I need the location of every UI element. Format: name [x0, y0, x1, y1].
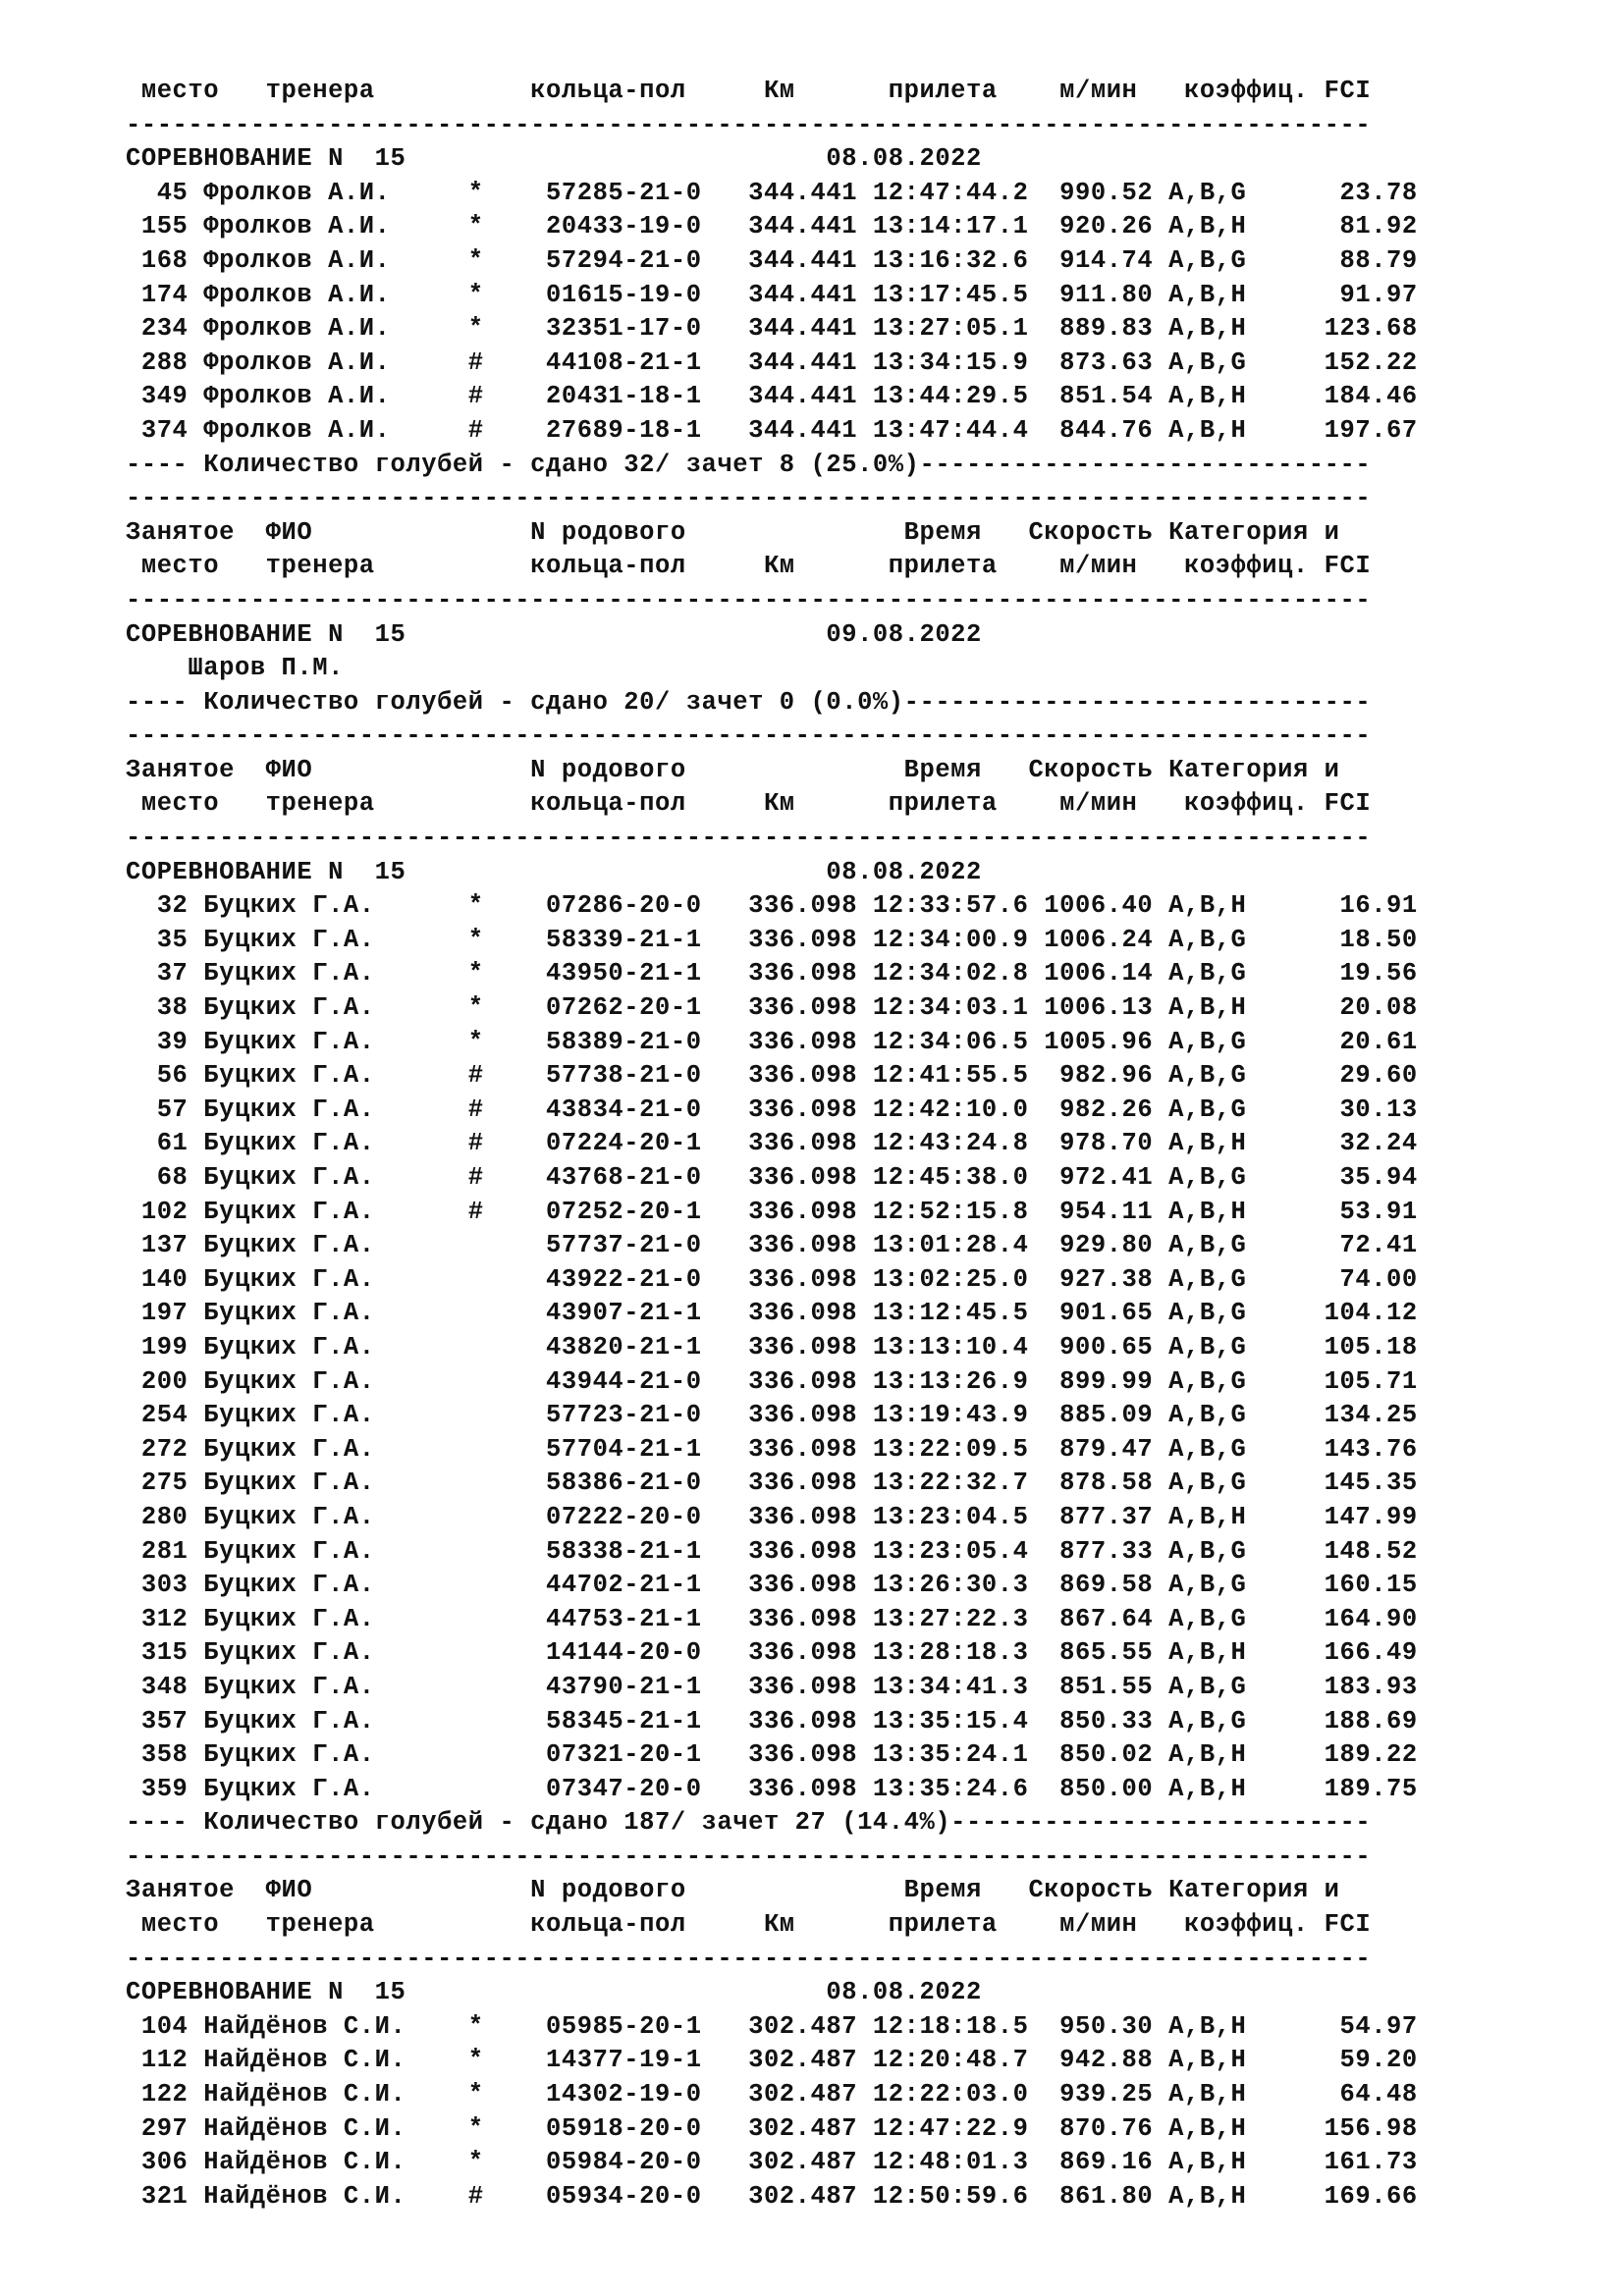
result-row: 56 Буцких Г.А. # 57738-21-0 336.098 12:41:55.5 982.96 A,B,G 29.60: [126, 1061, 1418, 1091]
result-row: 288 Фролков А.И. # 44108-21-1 344.441 13:34:15.9 873.63 A,B,G 152.22: [126, 347, 1418, 377]
pigeon-count-summary: ---- Количество голубей - сдано 187/ зачет 27 (14.4%)---------------------------: [126, 1808, 1372, 1838]
competition-header: СОРЕВНОВАНИЕ N 15 08.08.2022: [126, 857, 982, 886]
result-row: 348 Буцких Г.А. 43790-21-1 336.098 13:34:41.3 851.55 A,B,G 183.93: [126, 1672, 1418, 1701]
result-row: 303 Буцких Г.А. 44702-21-1 336.098 13:26:30.3 869.58 A,B,G 160.15: [126, 1571, 1418, 1600]
result-row: 32 Буцких Г.А. * 07286-20-0 336.098 12:33:57.6 1006.40 A,B,H 16.91: [126, 891, 1418, 921]
result-row: 57 Буцких Г.А. # 43834-21-0 336.098 12:42:10.0 982.26 A,B,G 30.13: [126, 1095, 1418, 1124]
result-row: 281 Буцких Г.А. 58338-21-1 336.098 13:23:05.4 877.33 A,B,G 148.52: [126, 1536, 1418, 1566]
result-row: 275 Буцких Г.А. 58386-21-0 336.098 13:22:32.7 878.58 A,B,G 145.35: [126, 1468, 1418, 1498]
result-row: 68 Буцких Г.А. # 43768-21-0 336.098 12:45:38.0 972.41 A,B,G 35.94: [126, 1163, 1418, 1192]
column-header: Занятое ФИО N родового Время Скорость Категория и: [126, 755, 1340, 784]
result-row: 45 Фролков А.И. * 57285-21-0 344.441 12:47:44.2 990.52 A,B,G 23.78: [126, 178, 1418, 207]
result-row: 61 Буцких Г.А. # 07224-20-1 336.098 12:43:24.8 978.70 A,B,H 32.24: [126, 1129, 1418, 1158]
result-row: 174 Фролков А.И. * 01615-19-0 344.441 13:17:45.5 911.80 A,B,H 91.97: [126, 280, 1418, 309]
result-row: 234 Фролков А.И. * 32351-17-0 344.441 13:27:05.1 889.83 A,B,H 123.68: [126, 314, 1418, 344]
pigeon-count-summary: ---- Количество голубей - сдано 32/ зачет 8 (25.0%)-----------------------------: [126, 450, 1372, 479]
result-row: 168 Фролков А.И. * 57294-21-0 344.441 13:16:32.6 914.74 A,B,G 88.79: [126, 245, 1418, 275]
result-row: 358 Буцких Г.А. 07321-20-1 336.098 13:35:24.1 850.02 A,B,H 189.22: [126, 1740, 1418, 1770]
result-row: 37 Буцких Г.А. * 43950-21-1 336.098 12:34:02.8 1006.14 A,B,G 19.56: [126, 959, 1418, 988]
result-row: 112 Найдёнов С.И. * 14377-19-1 302.487 12:20:48.7 942.88 A,B,H 59.20: [126, 2046, 1418, 2075]
result-row: 349 Фролков А.И. # 20431-18-1 344.441 13:44:29.5 851.54 A,B,H 184.46: [126, 382, 1418, 411]
separator-line: --------------------------------------------------------------------------------: [126, 585, 1372, 614]
result-row: 39 Буцких Г.А. * 58389-21-0 336.098 12:34:06.5 1005.96 A,B,G 20.61: [126, 1027, 1418, 1056]
separator-line: --------------------------------------------------------------------------------: [126, 484, 1372, 513]
result-row: 315 Буцких Г.А. 14144-20-0 336.098 13:28:18.3 865.55 A,B,H 166.49: [126, 1638, 1418, 1668]
result-row: 199 Буцких Г.А. 43820-21-1 336.098 13:13:10.4 900.65 A,B,G 105.18: [126, 1332, 1418, 1362]
result-row: 197 Буцких Г.А. 43907-21-1 336.098 13:12:45.5 901.65 A,B,G 104.12: [126, 1299, 1418, 1328]
result-row: 359 Буцких Г.А. 07347-20-0 336.098 13:35:24.6 850.00 A,B,H 189.75: [126, 1774, 1418, 1803]
results-printout: [126, 75, 1418, 2214]
result-row: 155 Фролков А.И. * 20433-19-0 344.441 13:14:17.1 920.26 A,B,H 81.92: [126, 212, 1418, 241]
result-row: 38 Буцких Г.А. * 07262-20-1 336.098 12:34:03.1 1006.13 A,B,H 20.08: [126, 993, 1418, 1023]
result-row: 357 Буцких Г.А. 58345-21-1 336.098 13:35:15.4 850.33 A,B,G 188.69: [126, 1706, 1418, 1735]
column-header: место тренера кольца-пол Км прилета м/мин коэффиц. FCI: [126, 77, 1372, 105]
separator-line: --------------------------------------------------------------------------------: [126, 1842, 1372, 1871]
result-row: 272 Буцких Г.А. 57704-21-1 336.098 13:22:09.5 879.47 A,B,G 143.76: [126, 1434, 1418, 1464]
column-header: место тренера кольца-пол Км прилета м/мин коэффиц. FCI: [126, 789, 1372, 819]
separator-line: --------------------------------------------------------------------------------: [126, 110, 1372, 139]
competition-header: СОРЕВНОВАНИЕ N 15 09.08.2022: [126, 619, 982, 649]
result-row: 200 Буцких Г.А. 43944-21-0 336.098 13:13:26.9 899.99 A,B,G 105.71: [126, 1366, 1418, 1396]
separator-line: --------------------------------------------------------------------------------: [126, 824, 1372, 853]
result-row: 102 Буцких Г.А. # 07252-20-1 336.098 12:52:15.8 954.11 A,B,H 53.91: [126, 1197, 1418, 1226]
column-header: место тренера кольца-пол Км прилета м/мин коэффиц. FCI: [126, 1910, 1372, 1940]
competition-header: СОРЕВНОВАНИЕ N 15 08.08.2022: [126, 144, 982, 174]
result-row: 140 Буцких Г.А. 43922-21-0 336.098 13:02:25.0 927.38 A,B,G 74.00: [126, 1264, 1418, 1294]
result-row: 321 Найдёнов С.И. # 05934-20-0 302.487 12:50:59.6 861.80 A,B,H 169.66: [126, 2181, 1418, 2211]
result-row: 312 Буцких Г.А. 44753-21-1 336.098 13:27:22.3 867.64 A,B,G 164.90: [126, 1604, 1418, 1633]
result-row: 104 Найдёнов С.И. * 05985-20-1 302.487 12:18:18.5 950.30 A,B,H 54.97: [126, 2011, 1418, 2041]
separator-line: --------------------------------------------------------------------------------: [126, 1944, 1372, 1973]
result-row: 122 Найдёнов С.И. * 14302-19-0 302.487 12:22:03.0 939.25 A,B,H 64.48: [126, 2080, 1418, 2109]
result-row: 374 Фролков А.И. # 27689-18-1 344.441 13:47:44.4 844.76 A,B,H 197.67: [126, 415, 1418, 445]
result-row: 280 Буцких Г.А. 07222-20-0 336.098 13:23:04.5 877.37 A,B,H 147.99: [126, 1502, 1418, 1531]
column-header: Занятое ФИО N родового Время Скорость Категория и: [126, 517, 1340, 547]
trainer-name: Шаров П.М.: [126, 654, 344, 683]
separator-line: --------------------------------------------------------------------------------: [126, 721, 1372, 751]
competition-header: СОРЕВНОВАНИЕ N 15 08.08.2022: [126, 1978, 982, 2007]
result-row: 137 Буцких Г.А. 57737-21-0 336.098 13:01:28.4 929.80 A,B,G 72.41: [126, 1231, 1418, 1260]
result-row: 35 Буцких Г.А. * 58339-21-1 336.098 12:34:00.9 1006.24 A,B,G 18.50: [126, 925, 1418, 954]
pigeon-count-summary: ---- Количество голубей - сдано 20/ зачет 0 (0.0%)------------------------------: [126, 687, 1372, 717]
column-header: Занятое ФИО N родового Время Скорость Категория и: [126, 1876, 1340, 1905]
result-row: 254 Буцких Г.А. 57723-21-0 336.098 13:19:43.9 885.09 A,B,G 134.25: [126, 1401, 1418, 1430]
result-row: 297 Найдёнов С.И. * 05918-20-0 302.487 12:47:22.9 870.76 A,B,H 156.98: [126, 2113, 1418, 2143]
result-row: 306 Найдёнов С.И. * 05984-20-0 302.487 12:48:01.3 869.16 A,B,H 161.73: [126, 2148, 1418, 2177]
column-header: место тренера кольца-пол Км прилета м/мин коэффиц. FCI: [126, 552, 1372, 581]
